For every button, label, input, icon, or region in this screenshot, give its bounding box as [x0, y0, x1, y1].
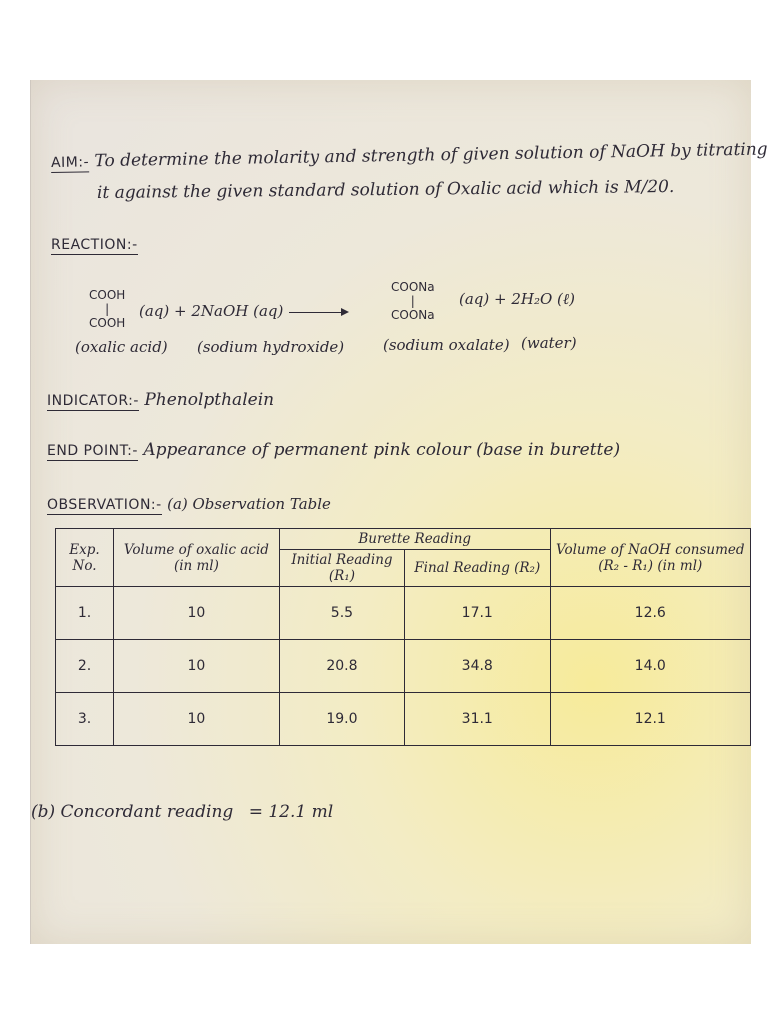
rhs-state: (aq) + 2H₂O (ℓ) — [459, 290, 576, 308]
reaction-heading: REACTION:- — [51, 237, 138, 253]
label-sodium-hydroxide: (sodium hydroxide) — [197, 338, 345, 356]
observation-line — [47, 494, 331, 514]
cell-no: 2. — [56, 640, 114, 693]
header-volume-oxalic: Volume of oxalic acid (in ml) — [114, 529, 280, 587]
cell-initial: 19.0 — [279, 693, 404, 746]
cell-consumed: 14.0 — [550, 640, 750, 693]
header-burette-reading: Burette Reading — [279, 529, 550, 550]
rhs-structure: COONa | COONa — [391, 280, 435, 322]
cell-final: 31.1 — [405, 693, 551, 746]
indicator-line — [47, 390, 274, 410]
observation-sub: (a) Observation Table — [167, 495, 331, 513]
indicator-label: INDICATOR:- — [47, 393, 139, 409]
indicator-value: Phenolpthalein — [144, 390, 275, 410]
aim-label: AIM:- — [50, 154, 90, 171]
label-water: (water) — [521, 334, 577, 352]
cell-final: 17.1 — [405, 587, 551, 640]
lhs-state: (aq) + 2NaOH (aq) — [139, 302, 353, 320]
table-header-row — [56, 529, 751, 550]
header-final-reading: Final Reading (R₂) — [405, 550, 551, 587]
cell-initial: 5.5 — [279, 587, 404, 640]
header-exp-no: Exp. No. — [56, 529, 114, 587]
reaction-arrow — [289, 312, 347, 313]
cell-volume: 10 — [114, 693, 280, 746]
aim-line-1 — [51, 139, 768, 172]
aim-line-2: it against the given standard solution of Oxalic acid which is M/20. — [96, 176, 675, 203]
table-row — [56, 693, 751, 746]
lhs-structure: COOH | COOH — [89, 288, 126, 330]
cell-final: 34.8 — [405, 640, 551, 693]
header-initial-reading: Initial Reading (R₁) — [279, 550, 404, 587]
cell-no: 3. — [56, 693, 114, 746]
concordant-value: = 12.1 ml — [248, 802, 334, 822]
cell-no: 1. — [56, 587, 114, 640]
header-volume-naoh: Volume of NaOH consumed (R₂ - R₁) (in ml) — [550, 529, 750, 587]
cell-volume: 10 — [114, 587, 280, 640]
cell-volume: 10 — [114, 640, 280, 693]
label-oxalic-acid: (oxalic acid) — [75, 338, 168, 356]
observation-table — [55, 528, 751, 746]
concordant-label: (b) Concordant reading — [31, 802, 234, 822]
cell-initial: 20.8 — [279, 640, 404, 693]
end-point-label: END POINT:- — [47, 443, 138, 459]
table-row — [56, 640, 751, 693]
cell-consumed: 12.6 — [550, 587, 750, 640]
aim-text-1: To determine the molarity and strength of given solution of NaOH by titrating — [94, 139, 768, 172]
concordant-line — [31, 802, 333, 822]
label-sodium-oxalate: (sodium oxalate) — [383, 336, 510, 354]
table-row — [56, 587, 751, 640]
end-point-line — [47, 440, 620, 460]
observation-label: OBSERVATION:- — [47, 497, 162, 513]
end-point-value: Appearance of permanent pink colour (base in burette) — [143, 440, 621, 460]
cell-consumed: 12.1 — [550, 693, 750, 746]
notebook-page — [30, 80, 768, 944]
